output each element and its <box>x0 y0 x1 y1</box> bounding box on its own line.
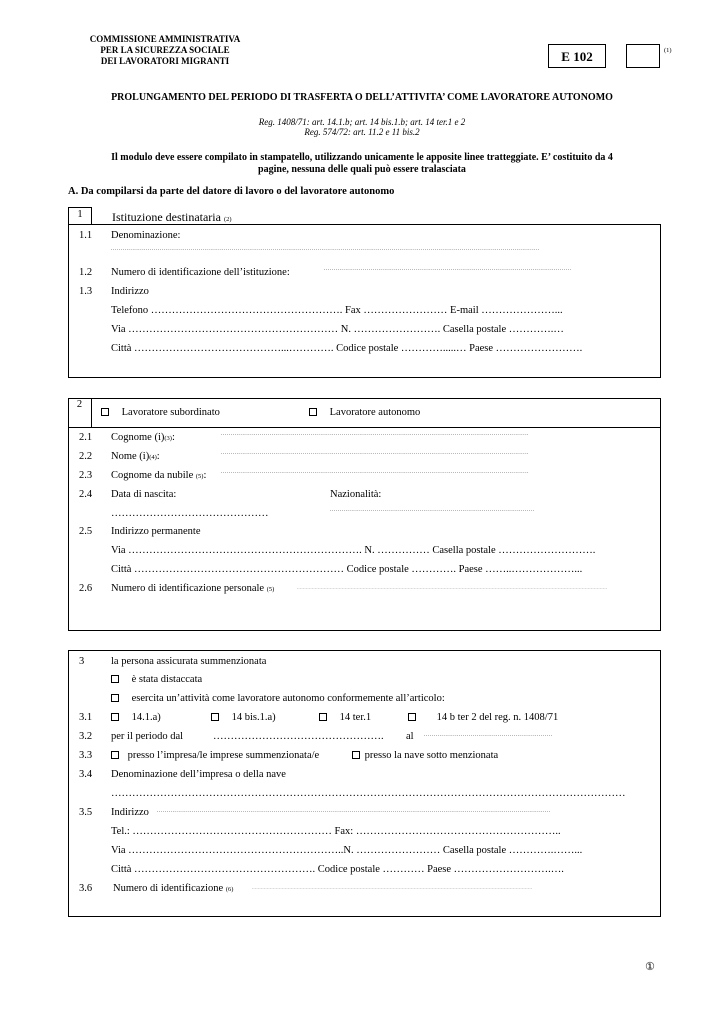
period-to-field[interactable]: .................................................................. <box>424 733 553 738</box>
personal-id-field[interactable]: ............................................................................................................................................................................................................... <box>297 585 608 590</box>
company-id-note: (6) <box>225 886 234 893</box>
row-3-5-number: 3.5 <box>79 807 93 818</box>
article-14-bis-label: 14 bis.1.a) <box>231 712 276 723</box>
form-code: E 102 <box>561 49 593 64</box>
institution-street-line[interactable]: Via …………………………………………………… N. ……………………. Casella postale ………….… <box>111 324 564 335</box>
company-id-field[interactable]: ........................................................................................................................................................................................... <box>252 885 533 890</box>
row-3-6-number: 3.6 <box>79 883 93 894</box>
self-employed-label: Lavoratore autonomo <box>329 407 421 418</box>
company-telephone-line[interactable]: Tel.: ………………………………………………… Fax: ………………………………………………….. <box>111 826 561 837</box>
ship-checkbox[interactable] <box>352 751 360 759</box>
article-14-1-a-label: 14.1.a) <box>131 712 161 723</box>
company-option[interactable] <box>111 750 319 761</box>
section-3-intro: la persona assicurata summenzionata <box>111 656 267 667</box>
article-14-b-ter-option[interactable] <box>408 712 558 723</box>
article-14-1-a-option[interactable] <box>111 712 161 723</box>
posted-option[interactable] <box>111 674 202 685</box>
denominazione-field[interactable]: ............................................................................................................................................................................................................................ <box>111 247 540 252</box>
article-14-b-ter-label: 14 b ter 2 del reg. n. 1408/71 <box>436 712 559 723</box>
row-2-1-label <box>111 432 175 443</box>
row-1-2-number: 1.2 <box>79 267 93 278</box>
self-employed-activity-label: esercita un’attività come lavoratore autonomo conformemente all’articolo: <box>131 693 445 704</box>
company-label: presso l’impresa/le imprese summenzionata/e <box>127 750 320 761</box>
employed-option[interactable] <box>101 407 220 418</box>
maiden-name-field[interactable]: .............................................................................................................................................................. <box>221 470 530 475</box>
company-id-text: Numero di identificazione <box>113 883 224 894</box>
form-code-box <box>548 44 606 68</box>
row-2-2-number: 2.2 <box>79 451 93 462</box>
section-1-title <box>112 210 232 225</box>
company-street-line[interactable]: Via ……………………………………………………..N. …………………… Casella postale ………….……... <box>111 845 583 856</box>
article-14-ter-option[interactable] <box>319 712 371 723</box>
employed-checkbox[interactable] <box>101 408 109 416</box>
institution-id-field[interactable]: ............................................................................................................................... <box>324 267 572 272</box>
article-14-ter-label: 14 ter.1 <box>339 712 372 723</box>
form-title: PROLUNGAMENTO DEL PERIODO DI TRASFERTA O DELL’ATTIVITA’ COME LAVORATORE AUTONOMO <box>111 92 613 103</box>
personal-id-label <box>111 583 274 594</box>
surname-colon: : <box>171 432 175 443</box>
maiden-name-colon: : <box>203 470 207 481</box>
first-name-field[interactable]: .............................................................................................................................................................. <box>221 451 530 456</box>
row-3-3-number: 3.3 <box>79 750 93 761</box>
ship-option[interactable] <box>352 750 498 761</box>
regulations <box>40 117 684 137</box>
commission-line-2: PER LA SICUREZZA SOCIALE <box>100 45 230 55</box>
country-box[interactable] <box>626 44 660 68</box>
commission-name <box>70 34 260 67</box>
company-name-label: Denominazione dell’impresa o della nave <box>111 769 286 780</box>
ship-label: presso la nave sotto menzionata <box>364 750 499 761</box>
self-employed-option[interactable] <box>309 407 420 418</box>
company-address-label: Indirizzo <box>111 807 149 818</box>
section-a-heading: A. Da compilarsi da parte del datore di lavoro o del lavoratore autonomo <box>68 186 395 197</box>
commission-line-1: COMMISSIONE AMMINISTRATIVA <box>89 34 241 44</box>
section-1-title-text: Istituzione destinataria <box>112 210 221 224</box>
nationality-label: Nazionalità: <box>330 489 382 500</box>
period-from-field[interactable]: …………………………………………. <box>213 731 384 742</box>
article-14-bis-checkbox[interactable] <box>211 713 219 721</box>
surname-field[interactable]: .............................................................................................................................................................. <box>221 432 530 437</box>
section-2-number: 2 <box>76 399 83 410</box>
article-14-ter-checkbox[interactable] <box>319 713 327 721</box>
maiden-name-label: Cognome da nubile <box>111 470 194 481</box>
row-3-2-number: 3.2 <box>79 731 93 742</box>
regulation-line-2: Reg. 574/72: art. 11.2 e 11 bis.2 <box>304 127 420 137</box>
article-14-b-ter-checkbox[interactable] <box>408 713 416 721</box>
company-city-line[interactable]: Città ……………………………………………. Codice postale ………… Paese ……………………….…. <box>111 864 564 875</box>
period-from-label: per il periodo dal <box>111 731 184 742</box>
permanent-address-label: Indirizzo permanente <box>111 526 201 537</box>
institution-city-line[interactable]: Città ……………………………………...…………. Codice postale ………….....… Paese ……………………. <box>111 343 583 354</box>
personal-id-note: (5) <box>266 586 275 593</box>
section-1-title-note: (2) <box>223 216 232 223</box>
article-14-bis-option[interactable] <box>211 712 276 723</box>
surname-note: (3) <box>164 435 172 442</box>
row-3-1-number: 3.1 <box>79 712 93 723</box>
row-2-4-number: 2.4 <box>79 489 93 500</box>
company-name-field[interactable]: ………………………………………………………………………………………………………………………………… <box>111 788 626 799</box>
instructions-line-2: pagine, nessuna delle quali può essere tralasciata <box>258 164 466 175</box>
nationality-field[interactable]: ......................................................................................................... <box>330 508 535 513</box>
instructions-line-1: Il modulo deve essere compilato in stampatello, utilizzando unicamente le apposite linee tratteggiate. E’ costituito da 4 <box>111 152 613 163</box>
row-3-4-number: 3.4 <box>79 769 93 780</box>
footnote-marker: (1) <box>664 47 672 54</box>
self-employed-activity-option[interactable] <box>111 693 445 704</box>
article-14-1-a-checkbox[interactable] <box>111 713 119 721</box>
worker-street-line[interactable]: Via …………………………………………………………. N. …………… Casella postale ………………………. <box>111 545 596 556</box>
commission-line-3: DEI LAVORATORI MIGRANTI <box>100 56 230 66</box>
posted-label: è stata distaccata <box>131 674 203 685</box>
birth-date-label: Data di nascita: <box>111 489 177 500</box>
page-number-mark: ① <box>645 960 655 973</box>
row-1-3-number: 1.3 <box>79 286 93 297</box>
company-address-field[interactable]: .......................................................................................................................................................................................................... <box>157 809 551 814</box>
section-2-number-box <box>68 398 92 428</box>
row-2-5-number: 2.5 <box>79 526 93 537</box>
maiden-name-note: (5) <box>195 473 204 480</box>
worker-city-line[interactable]: Città …………………………………………………… Codice postale …………. Paese ……..………………... <box>111 564 583 575</box>
instructions <box>40 152 684 176</box>
birth-date-field[interactable]: ……………………………………… <box>111 508 269 519</box>
first-name-colon: : <box>156 451 160 462</box>
section-3-number: 3 <box>79 656 85 667</box>
institution-telephone-line[interactable]: Telefono ………………………………………………. Fax …………………… E-mail …………………... <box>111 305 563 316</box>
posted-checkbox[interactable] <box>111 675 119 683</box>
row-2-6-number: 2.6 <box>79 583 93 594</box>
self-employed-activity-checkbox[interactable] <box>111 694 119 702</box>
self-employed-checkbox[interactable] <box>309 408 317 416</box>
row-2-3-number: 2.3 <box>79 470 93 481</box>
row-2-3-label <box>111 470 206 481</box>
row-1-2-label: Numero di identificazione dell’istituzione: <box>111 267 290 278</box>
period-to-label: al <box>406 731 414 742</box>
company-id-label <box>113 883 233 894</box>
section-1-number: 1 <box>77 209 83 220</box>
first-name-note: (4) <box>149 454 157 461</box>
employed-label: Lavoratore subordinato <box>121 407 220 418</box>
surname-label: Cognome (i) <box>111 432 165 443</box>
regulation-line-1: Reg. 1408/71: art. 14.1.b; art. 14 bis.1.b; art. 14 ter.1 e 2 <box>258 117 466 127</box>
personal-id-text: Numero di identificazione personale <box>111 583 265 594</box>
section-2-header-rule <box>92 427 660 428</box>
section-1-number-box <box>68 207 92 225</box>
row-2-2-label <box>111 451 160 462</box>
row-1-1-number: 1.1 <box>79 230 93 241</box>
row-2-1-number: 2.1 <box>79 432 93 443</box>
row-1-1-label: Denominazione: <box>111 230 181 241</box>
section-3-box <box>68 650 661 917</box>
company-checkbox[interactable] <box>111 751 119 759</box>
first-name-label: Nome (i) <box>111 451 150 462</box>
row-1-3-label: Indirizzo <box>111 286 149 297</box>
